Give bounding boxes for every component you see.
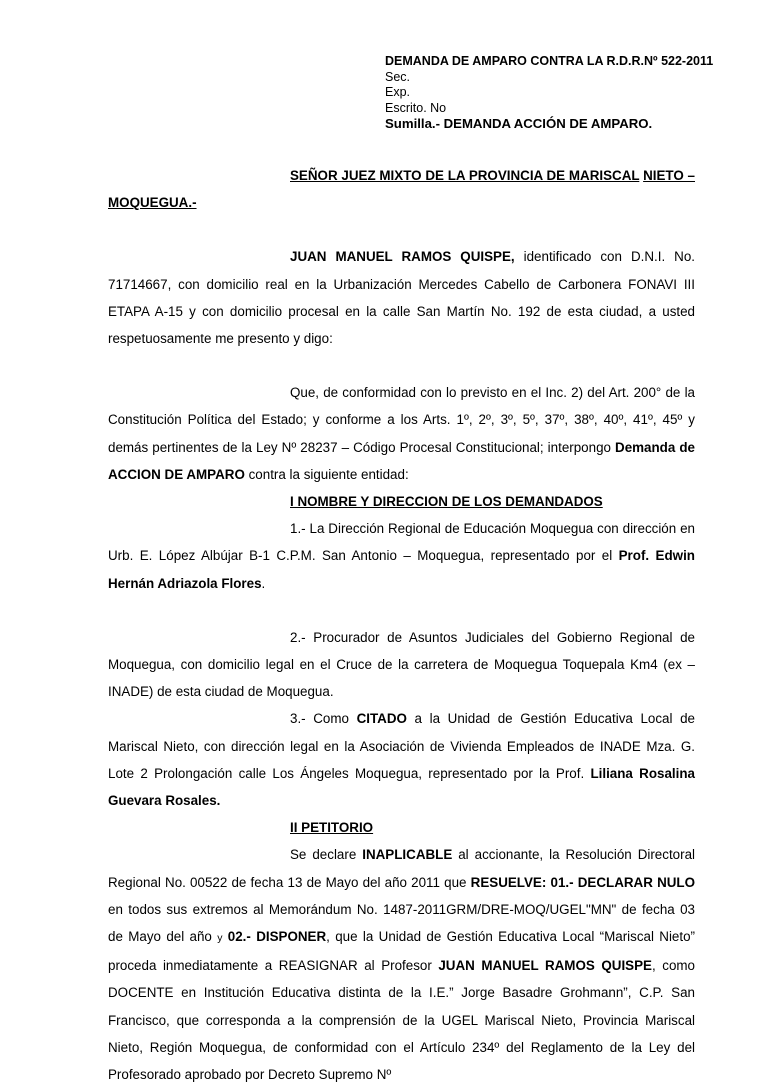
petition-y: y <box>217 932 223 945</box>
intro-text: identificado con D.N.I. No. 71714667, con domicilio real en la Urbanización Mercedes Cabello de Carbonera FONAVI III ETAPA A-15 y con domicilio procesal en la calle San Martín No. 192 de esta ciudad, a usted respetuosamente me presento y digo: <box>108 249 695 347</box>
judge-address-line1: SEÑOR JUEZ MIXTO DE LA PROVINCIA DE MARISCAL <box>290 168 640 183</box>
header-sec: Sec. <box>385 69 411 84</box>
defendant-2-text: 2.- Procurador de Asuntos Judiciales del Gobierno Regional de Moquegua, con domicilio legal en el Cruce de la carretera de Moquegua Toquepala Km4 (ex – INADE) de esta ciudad de Moquegua. <box>108 629 695 700</box>
petition-b3: 02.- DISPONER <box>222 929 327 945</box>
petition-t3: en todos sus extremos al Memorándum No. 1487-2011GRM/DRE-MOQ/UGEL"MN" de fecha 03 de Mayo del año <box>108 901 695 945</box>
judge-address-line2: NIETO – MOQUEGUA.- <box>108 168 695 211</box>
defendant-3-b: a la Unidad de Gestión Educativa Local de Mariscal Nieto, con dirección legal en la Asociación de Vivienda Empleados de INADE Mza. G. Lote 2 Prolongación calle Los Ángeles Moquegua, representado por la Prof. <box>108 711 695 781</box>
document-header <box>385 54 755 132</box>
defendant-1-end: . <box>261 575 266 591</box>
defendant-3 <box>108 705 695 814</box>
plaintiff-name: JUAN MANUEL RAMOS QUISPE, <box>290 249 515 265</box>
petition-b2: RESUELVE: 01.- DECLARAR NULO <box>470 874 696 890</box>
defendant-3-cited: CITADO <box>356 711 407 727</box>
header-exp: Exp. <box>385 85 411 99</box>
petition-t4: , que la Unidad de Gestión Educativa Local “Mariscal Nieto” proceda inmediatamente a REASIGNAR al Profesor <box>108 929 695 974</box>
legal-basis-bold: Demanda de ACCION DE AMPARO <box>108 439 696 482</box>
header-sumilla: Sumilla.- DEMANDA ACCIÓN DE AMPARO. <box>385 116 653 131</box>
defendant-2 <box>108 624 695 706</box>
petition-t1: Se declare <box>290 847 363 863</box>
defendant-3-rep: Liliana Rosalina Guevara Rosales. <box>108 765 695 809</box>
header-case-title: DEMANDA DE AMPARO CONTRA LA R.D.R.Nº 522-2011 <box>385 54 714 68</box>
document-body <box>108 162 695 1088</box>
petition-paragraph <box>108 841 695 1088</box>
header-escrito: Escrito. No <box>385 100 447 115</box>
petition-b4: JUAN MANUEL RAMOS QUISPE <box>438 958 652 974</box>
legal-basis-tail: contra la siguiente entidad: <box>244 466 409 482</box>
defendant-1 <box>108 515 695 597</box>
petition-b1: INAPLICABLE <box>362 847 453 863</box>
judge-address <box>108 162 695 216</box>
legal-basis-paragraph <box>108 379 695 488</box>
defendant-1-text: 1.- La Dirección Regional de Educación Moquegua con dirección en Urb. E. López Albújar B-1 C.P.M. San Antonio – Moquegua, representado por el <box>108 521 695 564</box>
petition-t2: al accionante, la Resolución Directoral Regional No. 00522 de fecha 13 de Mayo del año 2011 que <box>108 847 695 890</box>
defendant-3-a: 3.- Como <box>290 711 357 727</box>
defendant-1-rep: Prof. Edwin Hernán Adriazola Flores <box>108 548 695 591</box>
section1-title: I NOMBRE Y DIRECCION DE LOS DEMANDADOS <box>290 494 603 510</box>
section2-title: II PETITORIO <box>290 820 374 836</box>
legal-basis-text: Que, de conformidad con lo previsto en el Inc. 2) del Art. 200° de la Constitución Política del Estado; y conforme a los Arts. 1º, 2º, 3º, 5º, 37º, 38º, 40º, 41º, 45º y demás pertinentes de la Ley Nº 28237 – Código Procesal Constitucional; interpongo <box>108 385 695 455</box>
petition-t5: , como DOCENTE en Institución Educativa distinta de la I.E.” Jorge Basadre Grohmann”, C.P. San Francisco, que corresponda a la comprensión de la UGEL Mariscal Nieto, Provincia Mariscal Nieto, Región Moquegua, de conformidad con el Artículo 234º del Reglamento de la Ley del Profesorado aprobado por Decreto Supremo Nº <box>108 958 695 1083</box>
intro-paragraph <box>108 243 695 352</box>
